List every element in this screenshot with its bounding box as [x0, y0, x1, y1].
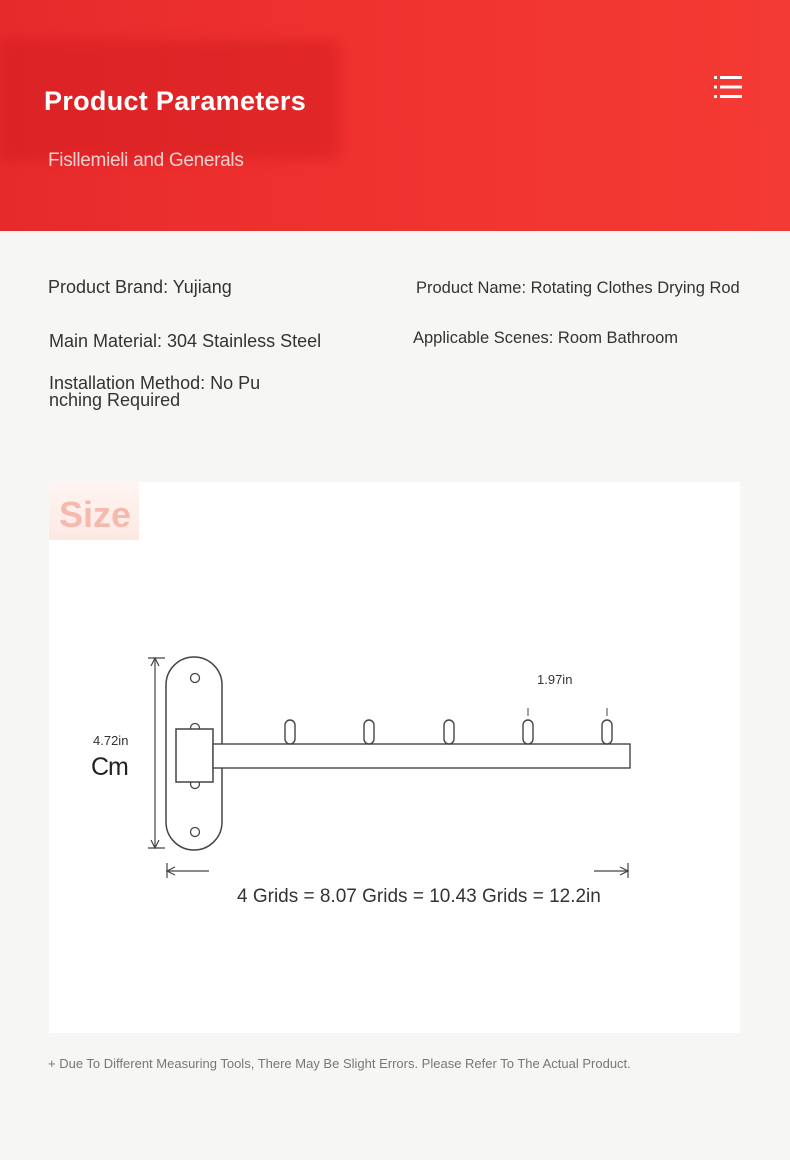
page-subtitle: Fisllemieli and Generals	[48, 150, 244, 171]
hook-5	[602, 720, 612, 744]
param-brand: Product Brand: Yujiang	[48, 277, 232, 297]
height-dimension-line	[148, 658, 165, 848]
hook-3	[444, 720, 454, 744]
param-installation: Installation Method: No Pu nching Required	[49, 373, 261, 410]
size-card	[49, 482, 740, 1033]
screw-hole-bottom	[191, 828, 200, 837]
hook-1	[285, 720, 295, 744]
param-material: Main Material: 304 Stainless Steel	[49, 331, 322, 351]
param-scenes: Applicable Scenes: Room Bathroom	[413, 329, 679, 347]
footnote: + Due To Different Measuring Tools, There May Be Slight Errors. Please Refer To The Actual Product.	[48, 1056, 631, 1071]
screw-hole-top	[191, 674, 200, 683]
grids-label: 4 Grids = 8.07 Grids = 10.43 Grids = 12.2in	[237, 886, 601, 907]
hook-2	[364, 720, 374, 744]
spacing-label: 1.97in	[537, 672, 573, 687]
height-label: 4.72in	[93, 733, 129, 748]
hinge-block	[176, 729, 213, 782]
spacing-marks	[528, 708, 607, 716]
list-menu-icon[interactable]	[714, 75, 742, 99]
rod-diagram	[49, 482, 740, 1033]
width-dimension-line	[167, 863, 628, 878]
param-name: Product Name: Rotating Clothes Drying Rod	[416, 279, 740, 297]
unit-label: Cm	[91, 753, 128, 781]
drying-rod	[213, 744, 630, 768]
size-tag-label: Size	[59, 494, 132, 535]
header-banner	[0, 0, 790, 231]
page-title: Product Parameters	[44, 86, 307, 116]
hook-4	[523, 720, 533, 744]
